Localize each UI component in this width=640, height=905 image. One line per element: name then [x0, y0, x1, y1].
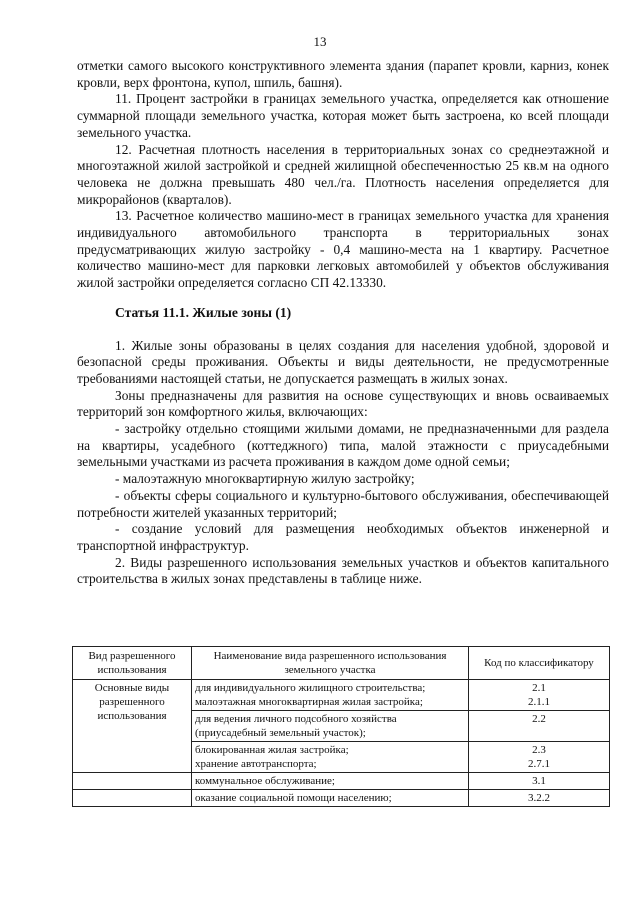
article-heading: Статья 11.1. Жилые зоны (1): [115, 304, 292, 320]
paragraph-12: 12. Расчетная плотность населения в территориальных зонах со среднеэтажной и многоэтажной жилой застройкой и средней жилищной обеспеченностью 25 кв.м на одного человека не должна превышать 480 чел./га. Плотность населения определяется для микрорайонов (кварталов).: [77, 141, 609, 207]
table-cell-name: блокированная жилая застройка; хранение автотранспорта;: [192, 742, 469, 773]
permitted-use-table: [72, 646, 610, 807]
group-label-empty: [73, 773, 192, 790]
group-label-empty: [73, 790, 192, 807]
bullet-item: - застройку отдельно стоящими жилыми домами, не предназначенными для раздела на квартиры, усадебного (коттеджного) типа, малой этажности с приусадебными земельными участками из расчета проживания в каждом доме одной семьи;: [77, 421, 609, 470]
table-cell-name: оказание социальной помощи населению;: [192, 790, 469, 807]
table-cell-code: 2.1 2.1.1: [469, 680, 610, 711]
header-code: Код по классификатору: [469, 647, 610, 680]
section-paragraph-1: 1. Жилые зоны образованы в целях создания для населения удобной, здоровой и безопасной среды проживания. Объекты и виды деятельности, не предусмотренные требованиями настоящей статьи, не допускается размещать в жилых зонах.: [77, 337, 609, 386]
header-name: Наименование вида разрешенного использования земельного участка: [192, 647, 469, 680]
document-body: [77, 58, 609, 588]
table-cell-name: для индивидуального жилищного строительства; малоэтажная многоквартирная жилая застройка;: [192, 680, 469, 711]
table-cell-code: 2.3 2.7.1: [469, 742, 610, 773]
table-header-row: [73, 647, 610, 680]
paragraph-11: 11. Процент застройки в границах земельного участка, определяется как отношение суммарной площади земельного участка, которая может быть застроена, ко всей площади земельного участка.: [77, 91, 609, 140]
table-row: [73, 790, 610, 807]
section-paragraph-zones: Зоны предназначены для развития на основе существующих и вновь осваиваемых территорий зон комфортного жилья, включающих:: [77, 387, 609, 420]
table-row: [73, 773, 610, 790]
section-paragraph-2: 2. Виды разрешенного использования земельных участков и объектов капитального строительства в жилых зонах представлены в таблице ниже.: [77, 554, 609, 587]
bullet-item: - объекты сферы социального и культурно-бытового обслуживания, обеспечивающей потребности жителей указанных территорий;: [77, 487, 609, 520]
bullet-item: - создание условий для размещения необходимых объектов инженерной и транспортной инфраструктур.: [77, 521, 609, 553]
table-row: [73, 680, 610, 711]
paragraph-continued: отметки самого высокого конструктивного элемента здания (парапет кровли, карниз, конек кровли, верх фронтона, купол, шпиль, башня).: [77, 58, 609, 90]
table-cell-code: 2.2: [469, 711, 610, 742]
table-cell-code: 3.1: [469, 773, 610, 790]
table-cell-name: коммунальное обслуживание;: [192, 773, 469, 790]
group-label: Основные виды разрешенного использования: [73, 680, 192, 773]
page-number: 13: [313, 34, 327, 49]
table-cell-name: для ведения личного подсобного хозяйства (приусадебный земельный участок);: [192, 711, 469, 742]
paragraph-13: 13. Расчетное количество машино-мест в границах земельного участка для хранения индивидуального автомобильного транспорта в территориальных зонах предусматривающих жилую застройку - 0,4 машино-места на 1 квартиру. Расчетное количество машино-мест для парковки легковых автомобилей у объектов обслуживания жилой застройки определяется согласно СП 42.13330.: [77, 208, 609, 291]
bullet-item: - малоэтажную многоквартирную жилую застройку;: [115, 471, 415, 487]
header-type: Вид разрешенного использования: [73, 647, 192, 680]
table-cell-code: 3.2.2: [469, 790, 610, 807]
